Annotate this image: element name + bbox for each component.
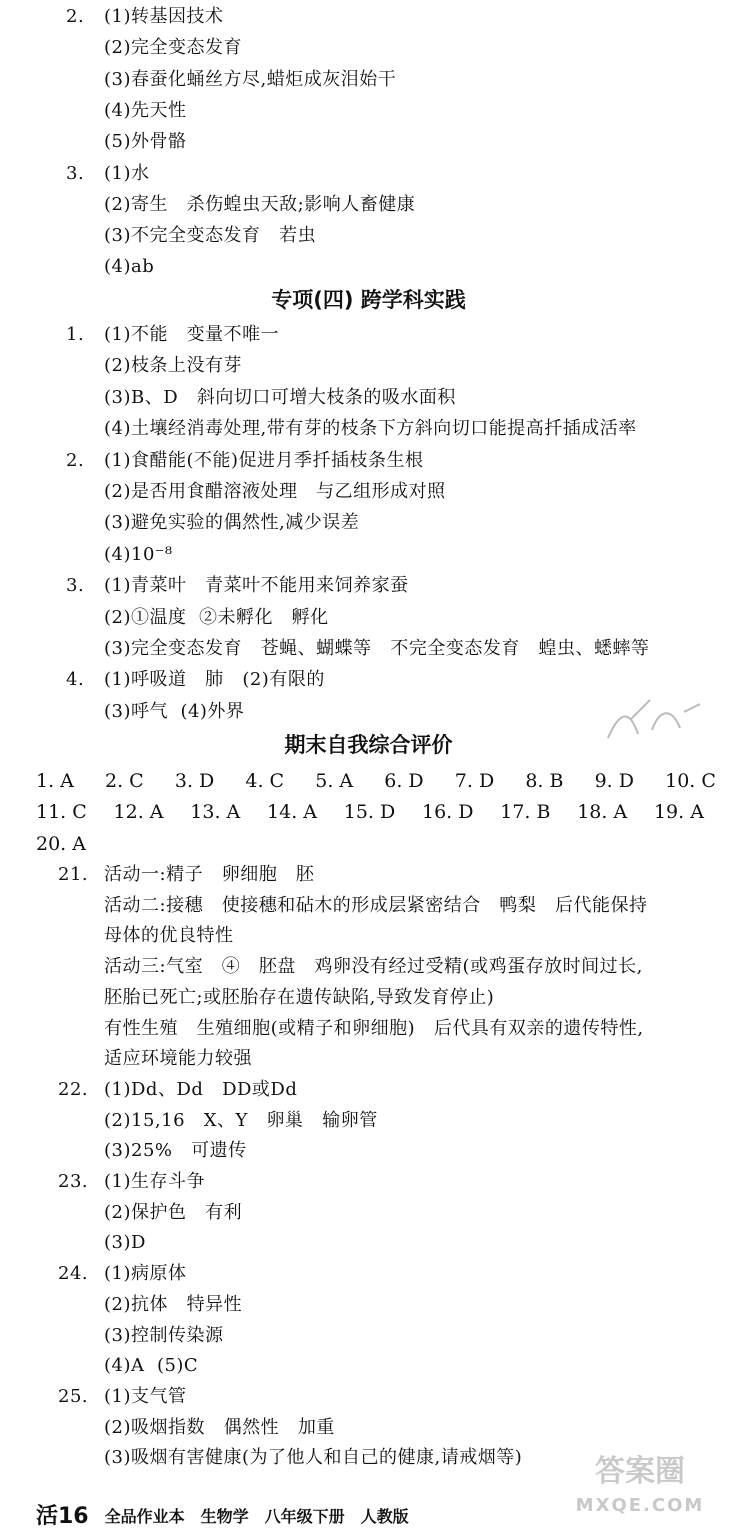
question-number: 2. <box>66 6 85 27</box>
answer-line: (3)25% 可遗传 <box>104 1140 247 1162</box>
answer-line: (1)水 <box>104 162 150 184</box>
watermark-bottom: MXQE.COM <box>575 1495 705 1516</box>
mc-answer: 14. A <box>267 801 317 823</box>
mc-answer: 15. D <box>343 801 396 823</box>
mc-answer: 2. C <box>105 770 144 792</box>
mc-answer: 10. C <box>665 770 716 792</box>
answer-line: (3)春蚕化蛹丝方尽,蜡炬成灰泪始干 <box>104 68 397 90</box>
answer-line: (3)呼气 (4)外界 <box>104 700 245 722</box>
mc-answer: 1. A <box>36 770 74 792</box>
answer-line: (2)枝条上没有芽 <box>104 355 242 377</box>
mc-answer: 13. A <box>190 801 241 823</box>
answer-line: (1)Dd、Dd DD或Dd <box>104 1078 298 1100</box>
answer-line: (4)ab <box>104 256 155 278</box>
answer-line: (4)土壤经消毒处理,带有芽的枝条下方斜向切口能提高扦插成活率 <box>104 418 637 440</box>
mc-row-2 <box>36 800 704 824</box>
footer-grade: 八年级下册 <box>264 1507 345 1526</box>
question-number: 3. <box>66 575 85 597</box>
footer-page-label: 活16 <box>36 1504 89 1529</box>
mc-row-1 <box>36 769 716 793</box>
answer-line: (1)青菜叶 青菜叶不能用来饲养家蚕 <box>104 575 409 597</box>
answer-line: (3)避免实验的偶然性,减少误差 <box>104 512 360 534</box>
answer-line: (2)保护色 有利 <box>104 1201 243 1223</box>
mc-answer: 17. B <box>500 801 551 823</box>
answer-line: (4)先天性 <box>104 99 187 121</box>
answer-line: (4)10⁻⁸ <box>104 543 173 565</box>
mc-answer: 19. A <box>653 801 704 823</box>
mc-row-3 <box>36 832 136 856</box>
answer-line: (3)完全变态发育 苍蝇、蝴蝶等 不完全变态发育 蝗虫、蟋蟀等 <box>104 638 650 659</box>
question-number: 1. <box>66 324 85 345</box>
watermark-logo <box>560 1455 720 1525</box>
question-number: 25. <box>58 1385 89 1407</box>
answer-line: (3)不完全变态发育 若虫 <box>104 225 317 247</box>
question-number: 23. <box>58 1171 89 1192</box>
question-number: 3. <box>66 162 85 184</box>
answer-line: (1)支气管 <box>104 1385 187 1407</box>
mc-answer: 4. C <box>245 770 285 792</box>
answer-line: (2)寄生 杀伤蝗虫天敌;影响人畜健康 <box>104 193 416 215</box>
answer-line: (1)不能 变量不唯一 <box>104 324 280 345</box>
answer-line: (3)B、D 斜向切口可增大枝条的吸水面积 <box>104 386 456 408</box>
page-footer <box>36 1503 556 1531</box>
answer-line: (3)吸烟有害健康(为了他人和自己的健康,请戒烟等) <box>104 1447 523 1469</box>
answer-line: (1)呼吸道 肺 (2)有限的 <box>104 669 325 691</box>
answer-line: (2)①温度 ②未孵化 孵化 <box>104 606 329 628</box>
mc-answer: 5. A <box>315 770 354 792</box>
final-section-title: 期末自我综合评价 <box>284 733 453 757</box>
answer-line: (1)转基因技术 <box>104 6 224 27</box>
answer-line: (1)病原体 <box>104 1263 187 1285</box>
question-number: 2. <box>66 449 85 471</box>
pencil-scribble-mark <box>600 690 710 750</box>
answer-line: 活动一:精子 卵细胞 胚 <box>104 864 315 885</box>
answer-line: (2)是否用食醋溶液处理 与乙组形成对照 <box>104 481 446 502</box>
answer-line: 胚胎已死亡;或胚胎存在遗传缺陷,导致发育停止) <box>104 986 495 1008</box>
mc-answer: 3. D <box>174 770 215 792</box>
answer-line: 活动二:接穗 使接穗和砧木的形成层紧密结合 鸭梨 后代能保持 <box>104 894 648 916</box>
answer-line: 有性生殖 生殖细胞(或精子和卵细胞) 后代具有双亲的遗传特性, <box>104 1017 644 1039</box>
answer-line: (2)15,16 X、Y 卵巢 输卵管 <box>104 1109 378 1131</box>
answer-line: 母体的优良特性 <box>104 925 234 947</box>
answer-line: (2)抗体 特异性 <box>104 1293 243 1315</box>
answer-line: 适应环境能力较强 <box>104 1048 252 1070</box>
watermark-top: 答案圈 <box>595 1454 685 1489</box>
mc-answer: 11. C <box>36 801 87 823</box>
mc-answer: 7. D <box>454 770 495 792</box>
answer-line: 活动三:气室 ④ 胚盘 鸡卵没有经过受精(或鸡蛋存放时间过长, <box>104 956 643 978</box>
question-number: 24. <box>58 1263 89 1285</box>
question-number: 4. <box>66 669 85 691</box>
answer-line: (1)生存斗争 <box>104 1171 205 1192</box>
question-number: 22. <box>58 1078 89 1100</box>
special-section-title: 专项(四) 跨学科实践 <box>271 288 466 312</box>
mc-answer: 9. D <box>594 770 634 792</box>
answer-line: (2)完全变态发育 <box>104 37 242 59</box>
answer-line: (3)D <box>104 1232 146 1254</box>
mc-answer: 20. A <box>36 833 86 855</box>
mc-answer: 8. B <box>525 770 564 792</box>
mc-answer: 16. D <box>422 801 474 823</box>
answer-line: (4)A (5)C <box>104 1355 199 1377</box>
footer-book: 全品作业本 <box>104 1507 185 1526</box>
footer-edition: 人教版 <box>360 1507 409 1526</box>
question-number: 21. <box>58 864 89 885</box>
answer-line: (2)吸烟指数 偶然性 加重 <box>104 1416 335 1438</box>
mc-answer: 12. A <box>113 801 164 823</box>
mc-answer: 18. A <box>577 801 628 823</box>
answer-line: (1)食醋能(不能)促进月季扦插枝条生根 <box>104 449 424 471</box>
mc-answer: 6. D <box>384 770 424 792</box>
answer-line: (5)外骨骼 <box>104 131 187 153</box>
answer-line: (3)控制传染源 <box>104 1324 224 1346</box>
footer-subject: 生物学 <box>200 1507 249 1526</box>
